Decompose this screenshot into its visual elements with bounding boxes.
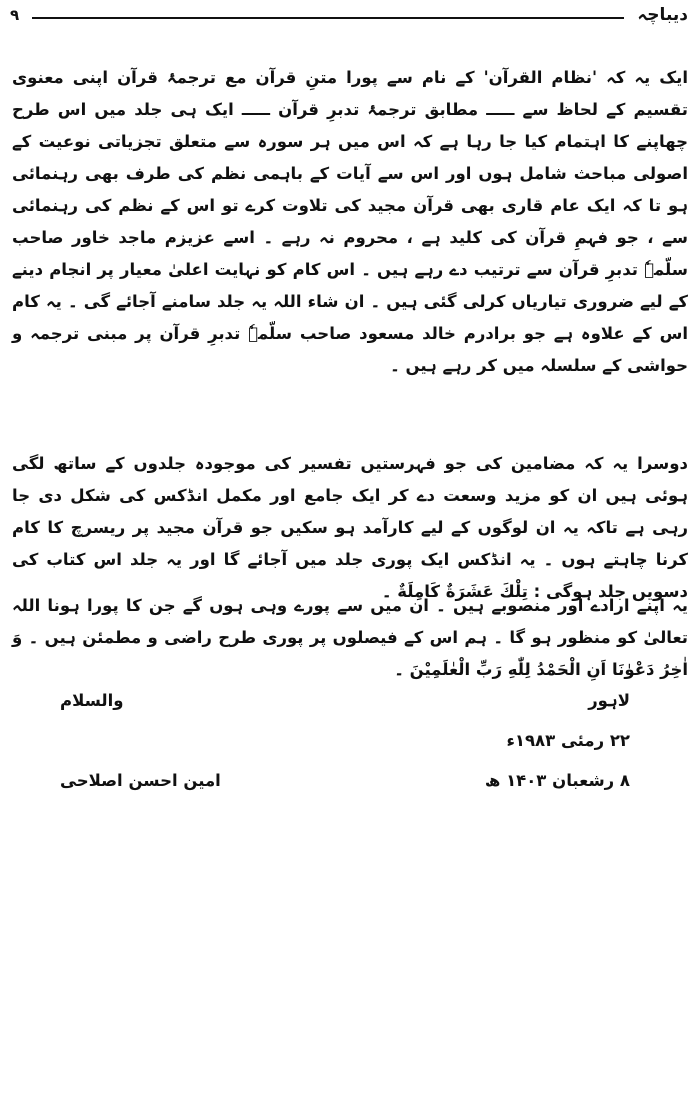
page-number: ۹ [10,6,20,24]
paragraph-text: دوسرا یہ کہ مضامین کی جو فہرستیں تفسیر کی موجودہ جلدوں کے ساتھ لگی ہوئی ہیں ان کو مزید وسعت دے کر ایک جامع اور مکمل انڈکس کی شکل دی جا رہی ہے تاکہ یہ ان لوگوں کے لیے کارآمد ہو سکیں جو قرآن مجید پر ریسرچ کا کام کرنا چاہتے ہوں ۔ یہ انڈکس ایک پوری جلد میں آجائے گا اور یہ جلد اس کتاب کی دسویں جلد ہوگی : تِلْكَ عَشَرَةٌ كَامِلَةٌ ۔ [12,454,688,601]
paragraph-text: یہ اپنے ارادے اور منصوبے ہیں ۔ ان میں سے پورے وہی ہوں گے جن کا پورا ہونا اللہ تعالیٰ کو منظور ہو گا ۔ ہم اس کے فیصلوں پر پوری طرح راضی و مطمئن ہیں ۔ وَ اٰخِرُ دَعْوٰنَا اَنِ الْحَمْدُ لِلّٰهِ رَبِّ الْعٰلَمِيْنَ ۔ [12,596,688,679]
paragraph-3 [12,590,688,686]
signature-salutation: والسلام [60,691,124,710]
running-title: دیباچہ [637,5,688,25]
paragraph-text: ایک یہ کہ 'نظام القرآن' کے نام سے پورا متنِ قرآن مع ترجمۂ قرآن اپنی معنوی تقسیم کے لحاظ سے ـــــ مطابق ترجمۂ تدبرِ قرآن ـــــ ایک ہی جلد میں اس طرح چھاپنے کا اہتمام کیا جا رہا ہے کہ اس میں ہر سورہ سے متعلق تجزیاتی نوعیت کے اصولی مباحث شامل ہوں اور اس سے آیات کے باہمی نظم کی طرف بھی رہنمائی ہو تا کہ ایک عام قاری بھی قرآن مجید کی تلاوت کرے تو اس کے نظم کی رہنمائی سے ، جو فہمِ قرآن کی کلید ہے ، محروم نہ رہے ۔ اسے عزیزم ماجد خاور صاحب سلّمہٗ تدبرِ قرآن سے ترتیب دے رہے ہیں ۔ اس کام کو نہایت اعلیٰ معیار پر انجام دینے کے لیے ضروری تیاریاں کرلی گئی ہیں ۔ ان شاء اللہ یہ جلد سامنے آجائے گی ۔ یہ کام اس کے علاوہ ہے جو برادرم خالد مسعود صاحب سلّمہٗ تدبرِ قرآن پر مبنی ترجمہ و حواشی کے سلسلہ میں کر رہے ہیں ۔ [12,68,688,375]
signature-date-gregorian: ۲۲ رمئی ۱۹۸۳ء [506,731,630,750]
page-header [10,4,688,30]
header-rule [32,17,624,19]
signature-author: امین احسن اصلاحی [60,771,221,790]
paragraph-2 [12,448,688,608]
signature-place: لاہور [588,691,630,710]
paragraph-1 [12,62,688,382]
signature-date-hijri: ۸ رشعبان ۱۴۰۳ ھ [484,771,630,790]
